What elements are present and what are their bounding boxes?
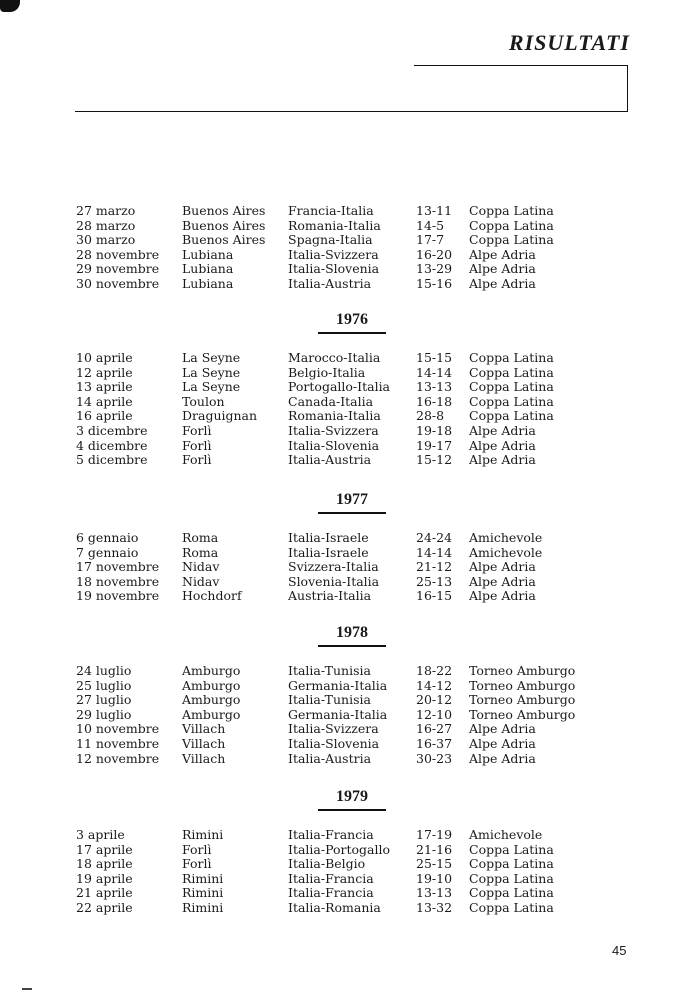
match-competition: Amichevole xyxy=(469,544,543,560)
match-teams: Italia-Portogallo xyxy=(288,841,391,857)
match-competition: Alpe Adria xyxy=(469,452,536,468)
match-competition: Coppa Latina xyxy=(469,217,554,233)
match-score: 16-15 xyxy=(416,588,453,604)
match-city: Forlì xyxy=(182,423,212,438)
match-city: Buenos Aires xyxy=(182,217,266,233)
match-date: 18 aprile xyxy=(76,856,133,872)
match-date: 28 marzo xyxy=(76,217,136,233)
match-city: La Seyne xyxy=(182,364,241,380)
match-date: 22 aprile xyxy=(76,900,133,915)
match-date: 17 aprile xyxy=(76,841,133,857)
match-competition: Alpe Adria xyxy=(469,750,536,766)
match-date: 27 marzo xyxy=(76,203,136,218)
match-competition: Coppa Latina xyxy=(469,885,554,901)
match-competition: Coppa Latina xyxy=(469,350,554,365)
match-date: 19 aprile xyxy=(76,870,133,886)
match-city: Villach xyxy=(182,736,226,751)
match-city: La Seyne xyxy=(182,350,241,365)
result-row xyxy=(0,365,700,380)
match-score: 14-14 xyxy=(416,544,453,560)
match-competition: Coppa Latina xyxy=(469,203,554,218)
match-score: 13-13 xyxy=(416,885,453,901)
match-date: 17 novembre xyxy=(76,559,160,575)
match-score: 13-13 xyxy=(416,379,453,395)
match-competition: Coppa Latina xyxy=(469,232,554,248)
match-date: 28 novembre xyxy=(76,246,160,262)
match-date: 27 luglio xyxy=(76,692,132,708)
match-teams: Italia-Slovenia xyxy=(288,736,380,751)
result-row xyxy=(0,232,700,247)
match-score: 19-18 xyxy=(416,423,453,438)
match-date: 24 luglio xyxy=(76,663,132,678)
match-competition: Torneo Amburgo xyxy=(469,692,576,708)
match-date: 29 novembre xyxy=(76,261,160,277)
match-date: 12 novembre xyxy=(76,750,160,766)
match-date: 11 novembre xyxy=(76,736,160,751)
match-score: 14-14 xyxy=(416,364,453,380)
match-date: 3 dicembre xyxy=(76,423,148,438)
match-competition: Alpe Adria xyxy=(469,573,536,589)
result-row xyxy=(0,663,700,678)
match-competition: Coppa Latina xyxy=(469,379,554,395)
result-row xyxy=(0,452,700,467)
result-row xyxy=(0,203,700,218)
match-teams: Spagna-Italia xyxy=(288,232,373,248)
match-score: 19-17 xyxy=(416,437,453,453)
match-teams: Portogallo-Italia xyxy=(288,379,391,395)
match-score: 16-37 xyxy=(416,736,453,751)
match-score: 30-23 xyxy=(416,750,453,766)
result-row xyxy=(0,423,700,438)
match-teams: Italia-Svizzera xyxy=(288,721,379,737)
match-city: Lubiana xyxy=(182,261,234,277)
match-date: 30 novembre xyxy=(76,276,160,291)
match-city: Draguignan xyxy=(182,408,258,424)
match-score: 21-12 xyxy=(416,559,453,575)
result-row xyxy=(0,827,700,842)
match-teams: Italia-Francia xyxy=(288,885,374,901)
match-teams: Italia-Slovenia xyxy=(288,261,380,277)
match-teams: Marocco-Italia xyxy=(288,350,381,365)
result-row xyxy=(0,394,700,409)
match-city: Rimini xyxy=(182,900,224,915)
result-row xyxy=(0,842,700,857)
match-competition: Alpe Adria xyxy=(469,261,536,277)
match-city: Villach xyxy=(182,750,226,766)
result-row xyxy=(0,379,700,394)
result-row xyxy=(0,276,700,291)
match-date: 21 aprile xyxy=(76,885,133,901)
result-row xyxy=(0,261,700,276)
match-competition: Coppa Latina xyxy=(469,408,554,424)
match-competition: Alpe Adria xyxy=(469,721,536,737)
result-row xyxy=(0,678,700,693)
match-score: 18-22 xyxy=(416,663,453,678)
result-row xyxy=(0,885,700,900)
match-date: 12 aprile xyxy=(76,364,133,380)
match-teams: Italia-Tunisia xyxy=(288,663,371,678)
match-teams: Italia-Francia xyxy=(288,870,374,886)
match-teams: Canada-Italia xyxy=(288,393,374,409)
match-score: 13-11 xyxy=(416,203,453,218)
edge-ink-mark xyxy=(22,988,32,990)
match-date: 4 dicembre xyxy=(76,437,148,453)
result-row xyxy=(0,218,700,233)
result-row xyxy=(0,900,700,915)
match-date: 14 aprile xyxy=(76,393,133,409)
result-row xyxy=(0,247,700,262)
header-box-frame xyxy=(414,65,628,112)
match-date: 18 novembre xyxy=(76,573,160,589)
match-city: Amburgo xyxy=(182,706,241,722)
result-row xyxy=(0,559,700,574)
match-city: Rimini xyxy=(182,870,224,886)
match-date: 5 dicembre xyxy=(76,452,148,468)
match-competition: Coppa Latina xyxy=(469,870,554,886)
page-title: RISULTATI xyxy=(508,30,630,55)
match-teams: Austria-Italia xyxy=(288,588,372,604)
match-teams: Italia-Israele xyxy=(288,530,369,545)
match-city: Nidav xyxy=(182,573,220,589)
match-date: 13 aprile xyxy=(76,379,133,395)
match-date: 3 aprile xyxy=(76,827,125,842)
match-date: 10 novembre xyxy=(76,721,160,737)
match-competition: Alpe Adria xyxy=(469,437,536,453)
match-competition: Alpe Adria xyxy=(469,276,536,291)
result-row xyxy=(0,736,700,751)
match-city: Buenos Aires xyxy=(182,232,266,248)
match-city: Lubiana xyxy=(182,276,234,291)
match-city: Nidav xyxy=(182,559,220,575)
match-score: 17-7 xyxy=(416,232,445,248)
match-date: 7 gennaio xyxy=(76,544,139,560)
result-row xyxy=(0,438,700,453)
match-teams: Italia-Svizzera xyxy=(288,423,379,438)
result-row xyxy=(0,707,700,722)
match-score: 15-16 xyxy=(416,276,453,291)
match-competition: Coppa Latina xyxy=(469,364,554,380)
match-competition: Coppa Latina xyxy=(469,841,554,857)
match-teams: Italia-Tunisia xyxy=(288,692,371,708)
result-row xyxy=(0,408,700,423)
match-date: 6 gennaio xyxy=(76,530,139,545)
year-underline xyxy=(318,645,386,647)
match-score: 13-32 xyxy=(416,900,453,915)
match-score: 16-27 xyxy=(416,721,453,737)
year-heading: 1979 xyxy=(336,788,368,805)
result-row xyxy=(0,530,700,545)
result-row xyxy=(0,871,700,886)
match-city: Forlì xyxy=(182,856,212,872)
page-number: 45 xyxy=(612,943,627,958)
match-city: Buenos Aires xyxy=(182,203,266,218)
result-row xyxy=(0,692,700,707)
year-underline xyxy=(318,332,386,334)
match-score: 13-29 xyxy=(416,261,453,277)
match-score: 17-19 xyxy=(416,827,453,842)
match-teams: Italia-Israele xyxy=(288,544,369,560)
match-competition: Coppa Latina xyxy=(469,856,554,872)
match-score: 16-20 xyxy=(416,246,453,262)
match-city: Forlì xyxy=(182,452,212,468)
match-score: 14-12 xyxy=(416,677,453,693)
match-score: 20-12 xyxy=(416,692,453,708)
match-competition: Alpe Adria xyxy=(469,559,536,575)
result-row xyxy=(0,574,700,589)
match-date: 19 novembre xyxy=(76,588,160,604)
match-teams: Slovenia-Italia xyxy=(288,573,380,589)
match-teams: Germania-Italia xyxy=(288,677,388,693)
match-city: Amburgo xyxy=(182,692,241,708)
match-city: Rimini xyxy=(182,827,224,842)
match-city: La Seyne xyxy=(182,379,241,395)
match-competition: Alpe Adria xyxy=(469,423,536,438)
result-row xyxy=(0,588,700,603)
match-competition: Coppa Latina xyxy=(469,393,554,409)
match-city: Lubiana xyxy=(182,246,234,262)
match-score: 19-10 xyxy=(416,870,453,886)
match-date: 25 luglio xyxy=(76,677,132,693)
match-competition: Alpe Adria xyxy=(469,246,536,262)
match-teams: Italia-Belgio xyxy=(288,856,366,872)
match-teams: Italia-Slovenia xyxy=(288,437,380,453)
match-teams: Romania-Italia xyxy=(288,217,381,233)
match-teams: Italia-Austria xyxy=(288,276,372,291)
match-competition: Torneo Amburgo xyxy=(469,677,576,693)
match-score: 14-5 xyxy=(416,217,445,233)
match-competition: Alpe Adria xyxy=(469,736,536,751)
match-teams: Italia-Austria xyxy=(288,452,372,468)
match-date: 30 marzo xyxy=(76,232,136,248)
match-competition: Amichevole xyxy=(469,530,543,545)
match-teams: Italia-Romania xyxy=(288,900,381,915)
year-underline xyxy=(318,809,386,811)
match-city: Forlì xyxy=(182,841,212,857)
match-city: Hochdorf xyxy=(182,588,242,604)
match-city: Amburgo xyxy=(182,663,241,678)
match-teams: Romania-Italia xyxy=(288,408,381,424)
match-city: Forlì xyxy=(182,437,212,453)
match-score: 25-15 xyxy=(416,856,453,872)
match-score: 15-15 xyxy=(416,350,453,365)
year-underline xyxy=(318,512,386,514)
year-heading: 1976 xyxy=(336,311,368,328)
match-city: Roma xyxy=(182,544,219,560)
match-teams: Germania-Italia xyxy=(288,706,388,722)
match-date: 16 aprile xyxy=(76,408,133,424)
match-competition: Torneo Amburgo xyxy=(469,706,576,722)
result-row xyxy=(0,751,700,766)
year-heading: 1977 xyxy=(336,491,368,508)
match-score: 28-8 xyxy=(416,408,445,424)
match-city: Amburgo xyxy=(182,677,241,693)
match-teams: Svizzera-Italia xyxy=(288,559,379,575)
match-teams: Italia-Francia xyxy=(288,827,374,842)
match-city: Villach xyxy=(182,721,226,737)
match-score: 15-12 xyxy=(416,452,453,468)
result-row xyxy=(0,545,700,560)
match-date: 10 aprile xyxy=(76,350,133,365)
match-competition: Coppa Latina xyxy=(469,900,554,915)
match-city: Toulon xyxy=(182,393,225,409)
result-row xyxy=(0,350,700,365)
match-competition: Amichevole xyxy=(469,827,543,842)
match-competition: Alpe Adria xyxy=(469,588,536,604)
result-row xyxy=(0,721,700,736)
match-score: 24-24 xyxy=(416,530,453,545)
match-teams: Italia-Austria xyxy=(288,750,372,766)
corner-ink-mark xyxy=(0,0,20,12)
match-score: 16-18 xyxy=(416,393,453,409)
result-row xyxy=(0,856,700,871)
match-score: 12-10 xyxy=(416,706,453,722)
match-city: Roma xyxy=(182,530,219,545)
header-rule xyxy=(75,111,628,112)
match-score: 21-16 xyxy=(416,841,453,857)
match-teams: Belgio-Italia xyxy=(288,364,366,380)
match-competition: Torneo Amburgo xyxy=(469,663,576,678)
match-city: Rimini xyxy=(182,885,224,901)
match-teams: Italia-Svizzera xyxy=(288,246,379,262)
match-score: 25-13 xyxy=(416,573,453,589)
match-teams: Francia-Italia xyxy=(288,203,374,218)
year-heading: 1978 xyxy=(336,624,368,641)
match-date: 29 luglio xyxy=(76,706,132,722)
